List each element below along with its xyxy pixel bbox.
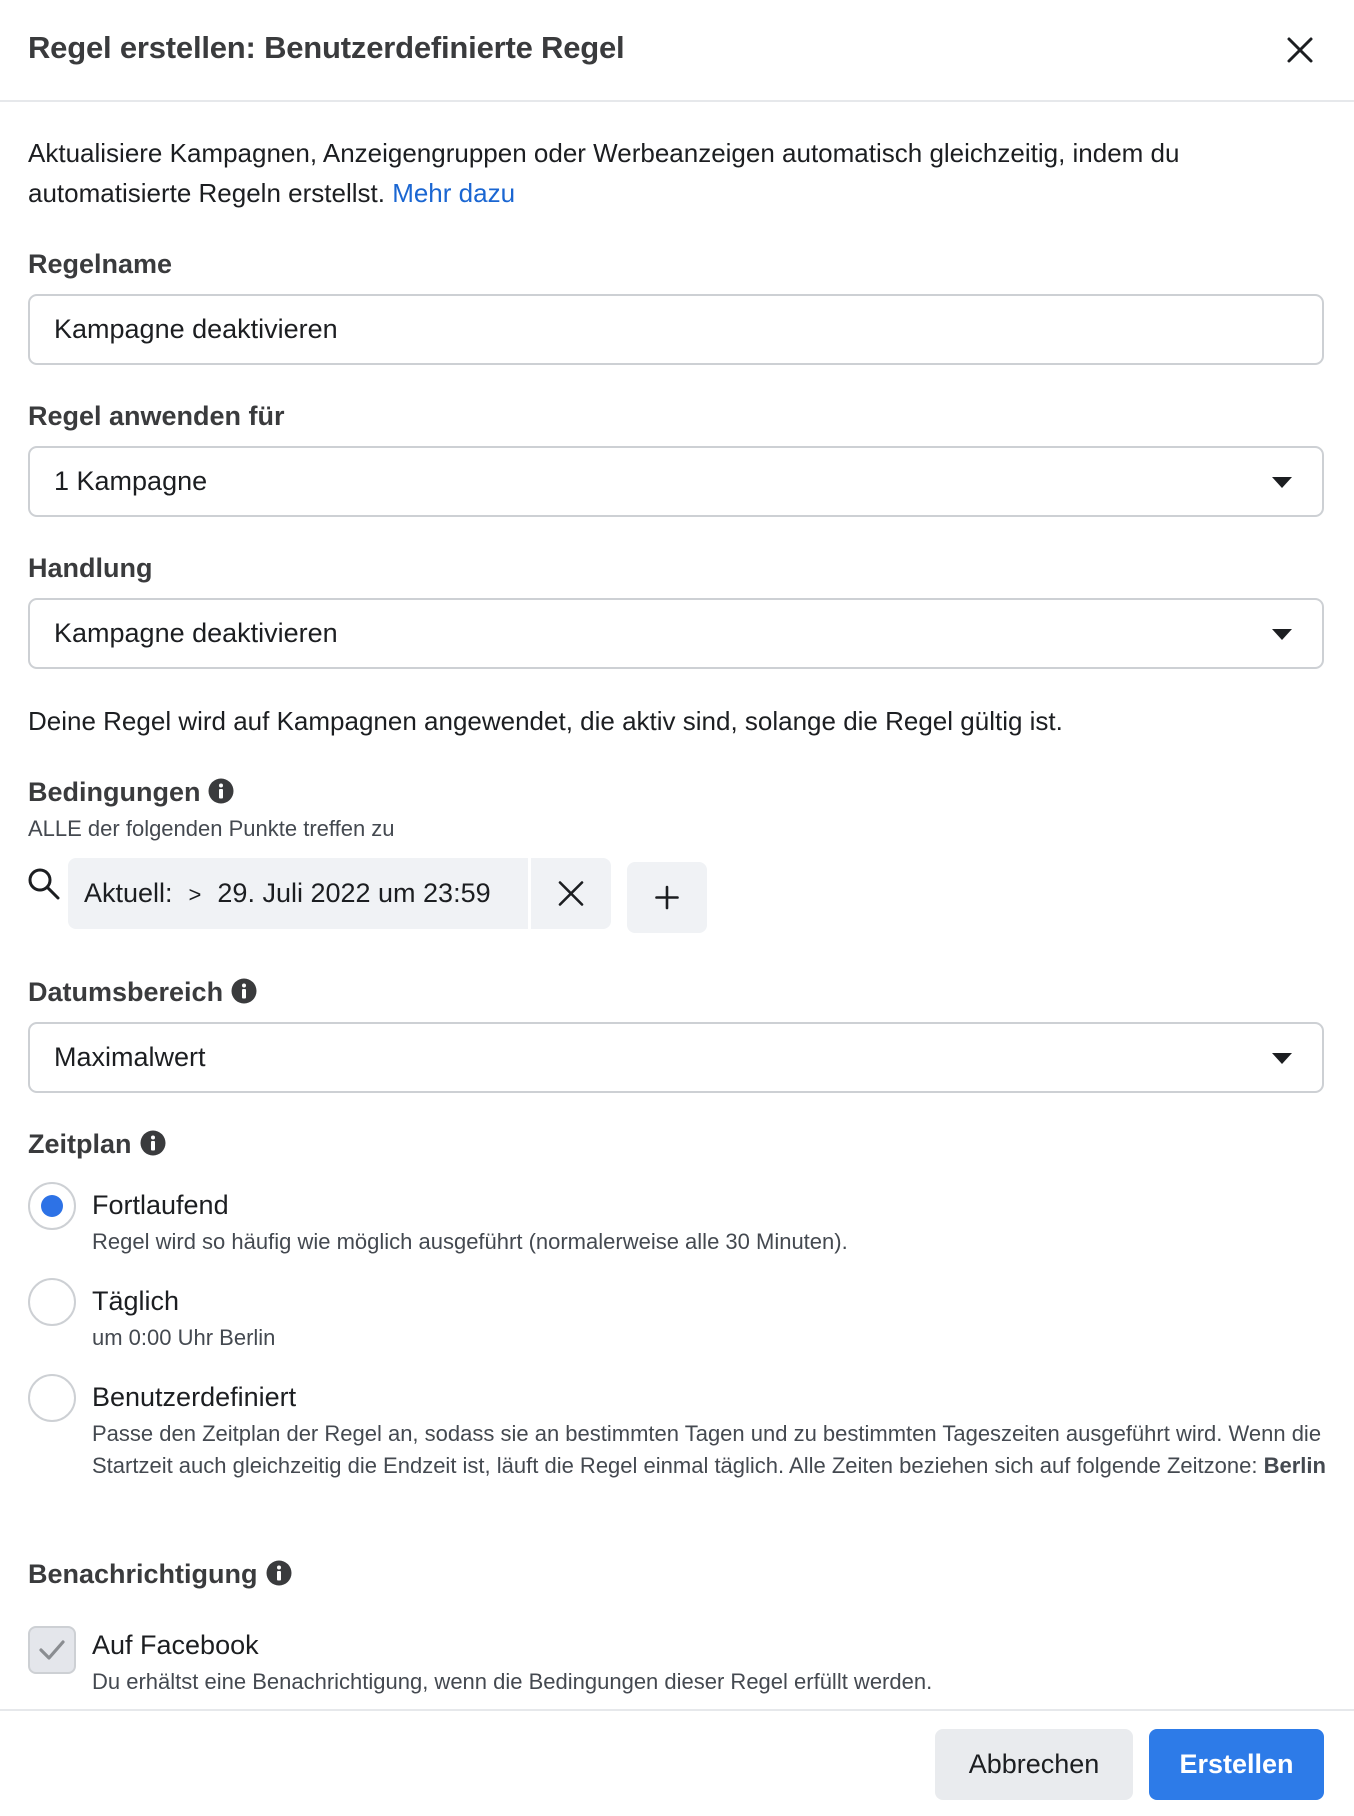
schedule-daily-title: Täglich [92,1286,180,1316]
caret-down-icon [1272,477,1292,488]
info-icon[interactable] [208,778,234,804]
caret-down-icon [1272,629,1292,640]
date-range-label [28,977,257,1008]
cancel-button[interactable]: Abbrechen [935,1729,1133,1800]
action-select[interactable] [28,598,1324,669]
rule-name-label: Regelname [28,249,173,279]
notify-facebook-desc: Du erhältst eine Benachrichtigung, wenn die Bedingungen dieser Regel erfüllt werden. [92,1669,933,1694]
date-range-label-text: Datumsbereich [28,977,224,1007]
conditions-label [28,777,234,808]
date-range-value: Maximalwert [54,1042,206,1072]
apply-to-label: Regel anwenden für [28,401,285,431]
notify-facebook-title: Auf Facebook [92,1630,259,1660]
conditions-sublabel: ALLE der folgenden Punkte treffen zu [28,816,395,841]
schedule-daily-radio[interactable] [28,1278,76,1326]
plus-icon [627,862,707,933]
dialog-title: Regel erstellen: Benutzerdefinierte Regel [28,30,625,65]
search-icon [26,866,62,902]
rule-name-value: Kampagne deaktivieren [54,314,338,344]
schedule-custom-desc [92,1418,1332,1482]
condition-value: 29. Juli 2022 um 23:59 [217,878,491,908]
intro-description: Aktualisiere Kampagnen, Anzeigengruppen oder Werbeanzeigen automatisch gleichzeitig, indem du automatisierte Regeln erstellst. [28,138,1180,208]
schedule-custom-radio[interactable] [28,1374,76,1422]
conditions-label-text: Bedingungen [28,777,201,807]
schedule-timezone: Berlin [1263,1453,1326,1478]
date-range-select[interactable] [28,1022,1324,1093]
schedule-continuous-title: Fortlaufend [92,1190,229,1220]
condition-chip[interactable] [68,858,528,929]
info-icon[interactable] [140,1130,166,1156]
apply-to-value: 1 Kampagne [54,466,208,496]
notify-facebook-checkbox[interactable] [28,1626,76,1674]
apply-to-select[interactable] [28,446,1324,517]
rule-name-input[interactable] [28,294,1324,365]
schedule-custom-desc-text: Passe den Zeitplan der Regel an, sodass sie an bestimmten Tagen und zu bestimmten Tageszeiten ausgeführt wird. Wenn die Startzeit auch gleichzeitig die Endzeit ist, läuft die Regel einmal täglich. Alle Zeiten beziehen sich auf folgende Zeitzone: [92,1421,1322,1478]
info-icon[interactable] [231,978,257,1004]
checkmark-icon [30,1628,74,1672]
notification-label [28,1559,292,1590]
intro-text [28,133,1318,213]
schedule-label [28,1129,166,1160]
condition-operator: > [188,882,202,907]
close-button[interactable] [1276,26,1324,74]
schedule-continuous-radio[interactable] [28,1182,76,1230]
condition-chip-text [84,858,491,930]
add-condition-button[interactable] [627,862,707,933]
schedule-daily-desc: um 0:00 Uhr Berlin [92,1325,276,1350]
info-icon[interactable] [266,1560,292,1586]
action-note: Deine Regel wird auf Kampagnen angewendet, die aktiv sind, solange die Regel gültig ist. [28,706,1063,736]
learn-more-link[interactable]: Mehr dazu [392,178,516,208]
dialog-header [0,0,1354,102]
condition-field: Aktuell: [84,878,173,908]
remove-condition-button[interactable] [531,858,611,929]
schedule-custom-title: Benutzerdefiniert [92,1382,297,1412]
dialog-footer [0,1709,1354,1816]
action-label: Handlung [28,553,153,583]
notification-label-text: Benachrichtigung [28,1559,258,1589]
close-icon [1276,26,1324,74]
schedule-label-text: Zeitplan [28,1129,132,1159]
caret-down-icon [1272,1053,1292,1064]
create-button[interactable]: Erstellen [1149,1729,1324,1800]
action-value: Kampagne deaktivieren [54,618,338,648]
close-icon [531,858,611,929]
schedule-continuous-desc: Regel wird so häufig wie möglich ausgeführt (normalerweise alle 30 Minuten). [92,1229,848,1254]
